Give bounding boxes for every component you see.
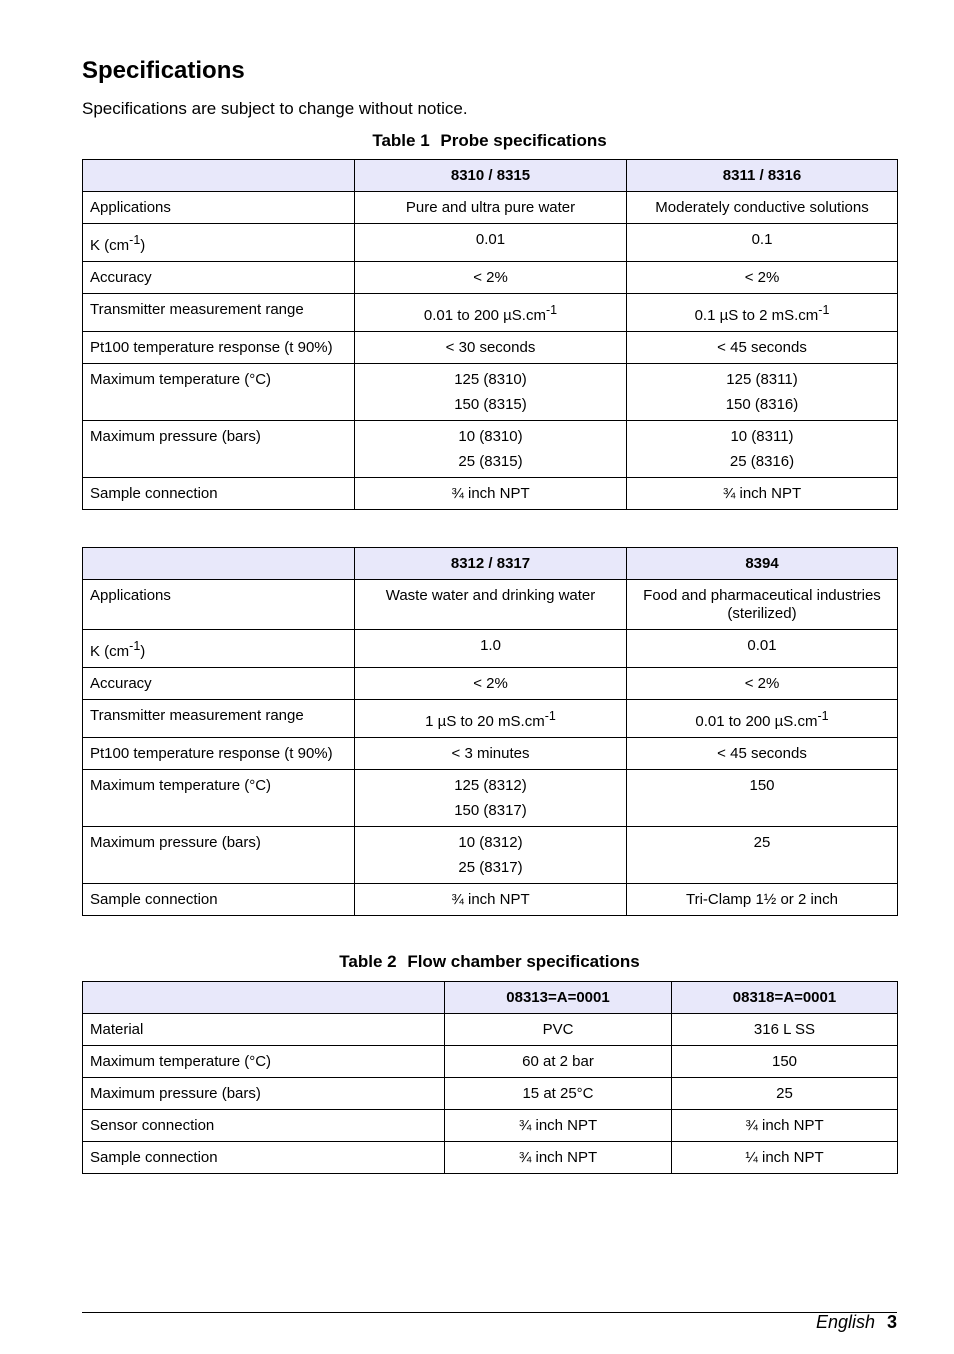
row-label-cell <box>83 770 355 827</box>
value-line <box>362 802 619 820</box>
value-text: 60 at 2 bar <box>522 1053 594 1070</box>
value-text: Waste water and drinking water <box>385 587 596 604</box>
value-line <box>679 1085 890 1103</box>
value-text: 25 (8315) <box>458 453 523 470</box>
row-label: Transmitter measurement range <box>90 707 304 724</box>
row-label: Accuracy <box>90 269 152 286</box>
value-cell <box>627 700 898 738</box>
row-label-cell <box>83 364 355 421</box>
value-superscript: -1 <box>818 303 830 317</box>
table-row <box>83 738 898 770</box>
value-line <box>634 371 890 389</box>
row-label: Accuracy <box>90 675 152 692</box>
table1-number: Table 1 <box>372 131 430 150</box>
table2-number: Table 2 <box>339 952 397 971</box>
value-cell <box>355 700 627 738</box>
value-cell <box>355 580 627 630</box>
value-line <box>362 231 619 249</box>
row-label: Maximum pressure (bars) <box>90 834 261 851</box>
value-text: Pure and ultra pure water <box>405 199 576 216</box>
row-label: Sensor connection <box>90 1117 215 1134</box>
table-header-row <box>83 548 898 580</box>
value-line <box>679 1021 890 1039</box>
value-cell <box>355 224 627 262</box>
table-row <box>83 827 898 884</box>
row-label-suffix: ) <box>140 237 146 254</box>
value-line <box>362 745 619 763</box>
value-text: 0.01 to 200 µS.cm <box>695 713 818 730</box>
value-line <box>362 587 619 605</box>
row-label: Transmitter measurement range <box>90 301 304 318</box>
value-superscript: -1 <box>545 303 558 317</box>
row-label: Sample connection <box>90 1149 218 1166</box>
value-text: < 45 seconds <box>717 745 807 762</box>
value-text: 125 (8310) <box>454 371 527 388</box>
intro-text: Specifications are subject to change without notice. <box>82 99 468 118</box>
table-row <box>83 1110 898 1142</box>
value-cell <box>445 1110 672 1142</box>
value-cell <box>445 1046 672 1078</box>
value-line <box>362 339 619 357</box>
value-superscript: -1 <box>817 709 829 723</box>
page-heading: Specifications <box>82 57 245 84</box>
row-label: Maximum pressure (bars) <box>90 428 261 445</box>
table-row <box>83 262 898 294</box>
value-text: 150 (8317) <box>454 802 527 819</box>
value-text: Food and pharmaceutical industries (sterilized) <box>643 587 881 622</box>
value-line <box>362 777 619 795</box>
table2-title: Flow chamber specifications <box>407 952 640 971</box>
value-text: 0.1 µS to 2 mS.cm <box>694 307 819 324</box>
value-cell <box>627 294 898 332</box>
table-row <box>83 580 898 630</box>
value-text: 0.1 <box>751 231 773 248</box>
value-text: 1.0 <box>480 637 501 654</box>
row-label-cell <box>83 1110 445 1142</box>
header-cell-model: 8312 / 8317 <box>355 548 627 580</box>
row-label: Applications <box>90 199 171 216</box>
header-cell-blank <box>83 548 355 580</box>
value-cell <box>445 1078 672 1110</box>
table-row <box>83 421 898 478</box>
value-text: 150 (8315) <box>454 396 527 413</box>
table-row <box>83 630 898 668</box>
row-label-cell <box>83 1046 445 1078</box>
value-line <box>634 834 890 852</box>
value-text: Moderately conductive solutions <box>655 199 869 216</box>
value-text: < 2% <box>473 269 508 286</box>
value-text: 125 (8311) <box>726 371 798 388</box>
table-header-row <box>83 160 898 192</box>
table-row <box>83 1014 898 1046</box>
row-label-cell <box>83 580 355 630</box>
table-row <box>83 1046 898 1078</box>
value-text: 150 <box>771 1053 798 1070</box>
value-line <box>362 891 619 909</box>
table-row <box>83 294 898 332</box>
value-line <box>452 1085 664 1103</box>
table-row <box>83 668 898 700</box>
row-label-cell <box>83 1014 445 1046</box>
table1-caption <box>82 131 897 151</box>
row-label-cell <box>83 1142 445 1174</box>
value-line <box>634 675 890 693</box>
row-label-cell <box>83 630 355 668</box>
value-line <box>362 396 619 414</box>
value-cell <box>355 332 627 364</box>
row-label-superscript: -1 <box>129 639 141 653</box>
value-cell <box>627 668 898 700</box>
value-line <box>362 199 619 217</box>
value-line <box>634 485 890 503</box>
row-label-cell <box>83 294 355 332</box>
value-cell <box>355 770 627 827</box>
row-label: Maximum temperature (°C) <box>90 371 272 388</box>
table-row <box>83 770 898 827</box>
row-label: Applications <box>90 587 171 604</box>
value-text: 25 <box>753 834 771 851</box>
value-cell <box>672 1078 898 1110</box>
table2-caption <box>82 952 897 972</box>
value-superscript: -1 <box>544 709 556 723</box>
row-label-cell <box>83 884 355 916</box>
row-label-cell <box>83 827 355 884</box>
row-label: K (cm <box>90 643 130 660</box>
row-label: Pt100 temperature response (t 90%) <box>90 745 333 762</box>
table-row <box>83 332 898 364</box>
table-row <box>83 1142 898 1174</box>
value-text: < 30 seconds <box>445 339 536 356</box>
value-cell <box>672 1142 898 1174</box>
value-line <box>634 269 890 287</box>
table-header-row <box>83 982 898 1014</box>
row-label-cell <box>83 478 355 510</box>
value-cell <box>355 827 627 884</box>
value-cell <box>627 224 898 262</box>
value-text: 150 (8316) <box>725 396 799 413</box>
page-footer <box>816 1312 897 1333</box>
value-cell <box>627 770 898 827</box>
value-line <box>634 428 890 446</box>
header-cell-model: 08313=A=0001 <box>445 982 672 1014</box>
value-line <box>634 587 890 623</box>
value-line <box>634 777 890 795</box>
row-label-cell <box>83 332 355 364</box>
value-cell <box>627 580 898 630</box>
row-label-cell <box>83 1078 445 1110</box>
value-cell <box>355 421 627 478</box>
row-label-cell <box>83 224 355 262</box>
value-line <box>362 859 619 877</box>
value-text: PVC <box>542 1021 574 1038</box>
value-line <box>634 396 890 414</box>
value-line <box>634 453 890 471</box>
value-line <box>634 637 890 655</box>
value-cell <box>627 192 898 224</box>
value-line <box>362 371 619 389</box>
table-row <box>83 224 898 262</box>
value-line <box>362 707 619 731</box>
row-label-cell <box>83 262 355 294</box>
value-line <box>679 1117 890 1135</box>
value-cell <box>445 1014 672 1046</box>
row-label: Pt100 temperature response (t 90%) <box>90 339 333 356</box>
value-text: 316 L SS <box>753 1021 816 1038</box>
value-cell <box>627 630 898 668</box>
value-text: 10 (8312) <box>458 834 523 851</box>
row-label-suffix: ) <box>140 643 146 660</box>
value-line <box>634 745 890 763</box>
row-label: Material <box>90 1021 144 1038</box>
value-line <box>679 1053 890 1071</box>
value-line <box>362 834 619 852</box>
row-label-cell <box>83 192 355 224</box>
table1-title: Probe specifications <box>440 131 607 150</box>
row-label: Maximum pressure (bars) <box>90 1085 261 1102</box>
value-line <box>634 707 890 731</box>
value-cell <box>627 421 898 478</box>
row-label-superscript: -1 <box>129 233 141 247</box>
value-text: 0.01 to 200 µS.cm <box>423 307 546 324</box>
value-cell <box>445 1142 672 1174</box>
value-text: 125 (8312) <box>454 777 527 794</box>
value-cell <box>355 738 627 770</box>
value-cell <box>672 1046 898 1078</box>
value-text: 0.01 <box>747 637 777 654</box>
value-line <box>452 1149 664 1167</box>
value-cell <box>627 478 898 510</box>
value-text: Tri-Clamp 1½ or 2 inch <box>686 891 838 908</box>
value-line <box>362 485 619 503</box>
value-text: 10 (8311) <box>730 428 794 445</box>
row-label: K (cm <box>90 237 130 254</box>
table-row <box>83 884 898 916</box>
table-row <box>83 478 898 510</box>
value-cell <box>355 364 627 421</box>
value-cell <box>627 827 898 884</box>
value-text: ¾ inch NPT <box>518 1149 598 1166</box>
value-text: < 2% <box>473 675 508 692</box>
value-text: ¾ inch NPT <box>745 1117 824 1134</box>
value-line <box>452 1117 664 1135</box>
value-line <box>634 301 890 325</box>
header-cell-blank <box>83 160 355 192</box>
header-cell-model: 08318=A=0001 <box>672 982 898 1014</box>
value-text: < 3 minutes <box>451 745 530 762</box>
value-cell <box>355 294 627 332</box>
value-cell <box>627 738 898 770</box>
value-line <box>362 637 619 655</box>
value-cell <box>355 884 627 916</box>
value-line <box>362 453 619 471</box>
value-text: < 45 seconds <box>717 339 807 356</box>
value-line <box>452 1053 664 1071</box>
header-cell-blank <box>83 982 445 1014</box>
row-label: Maximum temperature (°C) <box>90 777 272 794</box>
header-cell-model: 8310 / 8315 <box>355 160 627 192</box>
value-line <box>679 1149 890 1167</box>
value-cell <box>355 630 627 668</box>
row-label: Sample connection <box>90 485 218 502</box>
value-text: 0.01 <box>475 231 506 248</box>
value-line <box>362 675 619 693</box>
value-cell <box>627 364 898 421</box>
probe-spec-table-part1 <box>82 159 898 510</box>
value-cell <box>627 262 898 294</box>
header-cell-model: 8311 / 8316 <box>627 160 898 192</box>
value-text: 25 (8317) <box>458 859 523 876</box>
value-cell <box>627 332 898 364</box>
value-cell <box>355 262 627 294</box>
value-text: ¾ inch NPT <box>451 891 530 908</box>
value-text: ¾ inch NPT <box>451 485 530 502</box>
row-label-cell <box>83 668 355 700</box>
value-text: 25 (8316) <box>729 453 795 470</box>
row-label: Sample connection <box>90 891 218 908</box>
value-cell <box>672 1014 898 1046</box>
value-cell <box>355 668 627 700</box>
row-label-cell <box>83 421 355 478</box>
footer-rule <box>82 1312 897 1313</box>
value-text: < 2% <box>744 675 780 692</box>
value-line <box>634 199 890 217</box>
value-cell <box>355 478 627 510</box>
value-line <box>362 269 619 287</box>
table-row <box>83 700 898 738</box>
header-cell-model: 8394 <box>627 548 898 580</box>
value-cell <box>627 884 898 916</box>
footer-language: English <box>815 1312 875 1332</box>
value-text: 25 <box>776 1085 793 1102</box>
value-line <box>362 428 619 446</box>
value-text: 150 <box>749 777 775 794</box>
value-line <box>634 231 890 249</box>
flow-chamber-spec-table <box>82 981 898 1174</box>
probe-spec-table-part2 <box>82 547 898 916</box>
value-text: 15 at 25°C <box>522 1085 594 1102</box>
value-text: ¾ inch NPT <box>518 1117 598 1134</box>
value-line <box>452 1021 664 1039</box>
value-text: ¼ inch NPT <box>745 1149 824 1166</box>
table-row <box>83 364 898 421</box>
table-row <box>83 192 898 224</box>
value-line <box>362 301 619 325</box>
value-text: < 2% <box>744 269 780 286</box>
value-cell <box>355 192 627 224</box>
value-cell <box>672 1110 898 1142</box>
row-label-cell <box>83 738 355 770</box>
row-label-cell <box>83 700 355 738</box>
row-label: Maximum temperature (°C) <box>90 1053 272 1070</box>
value-text: 10 (8310) <box>458 428 523 445</box>
value-text: ¾ inch NPT <box>722 485 802 502</box>
value-line <box>634 339 890 357</box>
page-number: 3 <box>886 1312 897 1332</box>
value-line <box>634 891 890 909</box>
value-text: 1 µS to 20 mS.cm <box>425 713 545 730</box>
table-row <box>83 1078 898 1110</box>
